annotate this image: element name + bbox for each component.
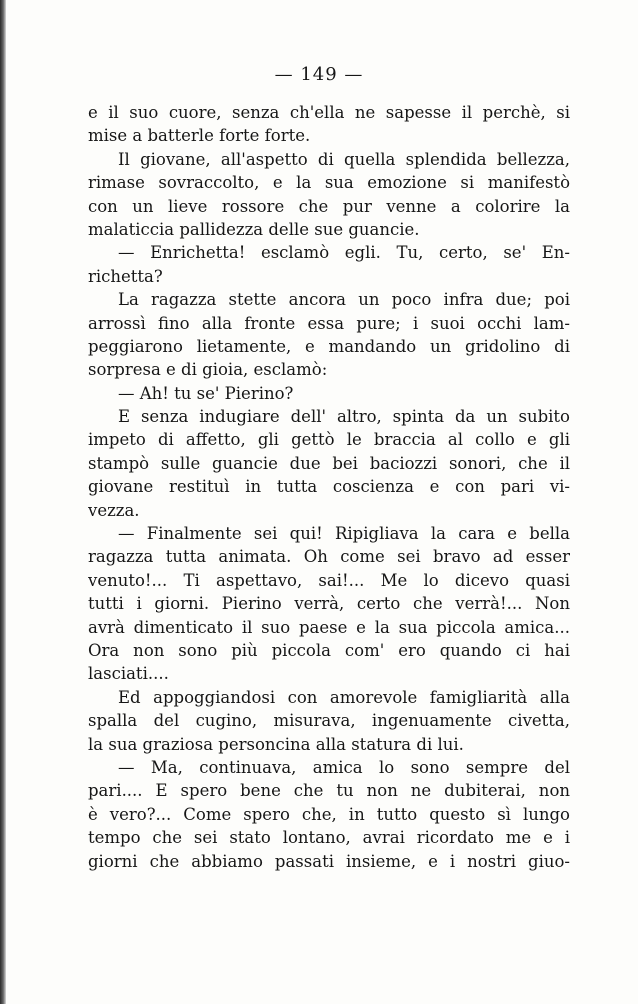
text-line: è vero?... Come spero che, in tutto questo sì lungo [88, 804, 570, 824]
text-line: peggiarono lietamente, e mandando un gridolino di [88, 336, 570, 356]
text-line: — Ma, continuava, amica lo sono sempre del [118, 757, 570, 777]
text-line: richetta? [88, 266, 163, 286]
text-line: Ed appoggiandosi con amorevole famigliarità alla [118, 687, 570, 707]
text-line: vezza. [88, 500, 140, 520]
text-line: con un lieve rossore che pur venne a colorire la [88, 196, 570, 216]
text-line: malaticcia pallidezza delle sue guancie. [88, 219, 420, 239]
text-line: arrossì fino alla fronte essa pure; i suoi occhi lam- [88, 313, 570, 333]
text-line: tutti i giorni. Pierino verrà, certo che verrà!... Non [88, 594, 570, 614]
text-line: spalla del cugino, misurava, ingenuamente civetta, [88, 711, 570, 731]
text-line: lasciati.... [88, 664, 169, 684]
text-line: sorpresa e di gioia, esclamò: [88, 360, 328, 380]
text-line: La ragazza stette ancora un poco infra due; poi [118, 290, 570, 310]
text-line: — Ah! tu se' Pierino? [118, 383, 294, 403]
text-line: stampò sulle guancie due bei baciozzi sonori, che il [88, 453, 570, 473]
text-line: impeto di affetto, gli gettò le braccia al collo e gli [88, 430, 570, 450]
body-text [88, 101, 570, 873]
text-line: pari.... E spero bene che tu non ne dubiterai, non [88, 781, 570, 801]
text-line: giorni che abbiamo passati insieme, e i nostri giuo- [88, 851, 570, 871]
text-line: rimase sovraccolto, e la sua emozione si manifestò [88, 173, 570, 193]
text-line: Il giovane, all'aspetto di quella splendida bellezza, [118, 149, 570, 169]
page-number: — 149 — [274, 64, 364, 85]
text-line: mise a batterle forte forte. [88, 126, 311, 146]
text-line: e il suo cuore, senza ch'ella ne sapesse il perchè, si [88, 103, 570, 122]
text-line: Ora non sono più piccola com' ero quando ci hai [88, 640, 570, 660]
text-line: ragazza tutta animata. Oh come sei bravo ad esser [88, 547, 570, 567]
text-line: E senza indugiare dell' altro, spinta da un subito [118, 407, 570, 427]
text-line: avrà dimenticato il suo paese e la sua piccola amica... [88, 617, 570, 637]
page-binding-edge [0, 0, 6, 1004]
text-line: giovane restituì in tutta coscienza e con pari vi- [88, 477, 570, 497]
text-line: — Enrichetta! esclamò egli. Tu, certo, se' En- [118, 243, 570, 263]
text-line: tempo che sei stato lontano, avrai ricordato me e i [88, 828, 570, 848]
text-line: venuto!... Ti aspettavo, sai!... Me lo dicevo quasi [88, 570, 570, 590]
text-line: la sua graziosa personcina alla statura di lui. [88, 734, 464, 754]
text-line: — Finalmente sei qui! Ripigliava la cara e bella [118, 524, 570, 544]
